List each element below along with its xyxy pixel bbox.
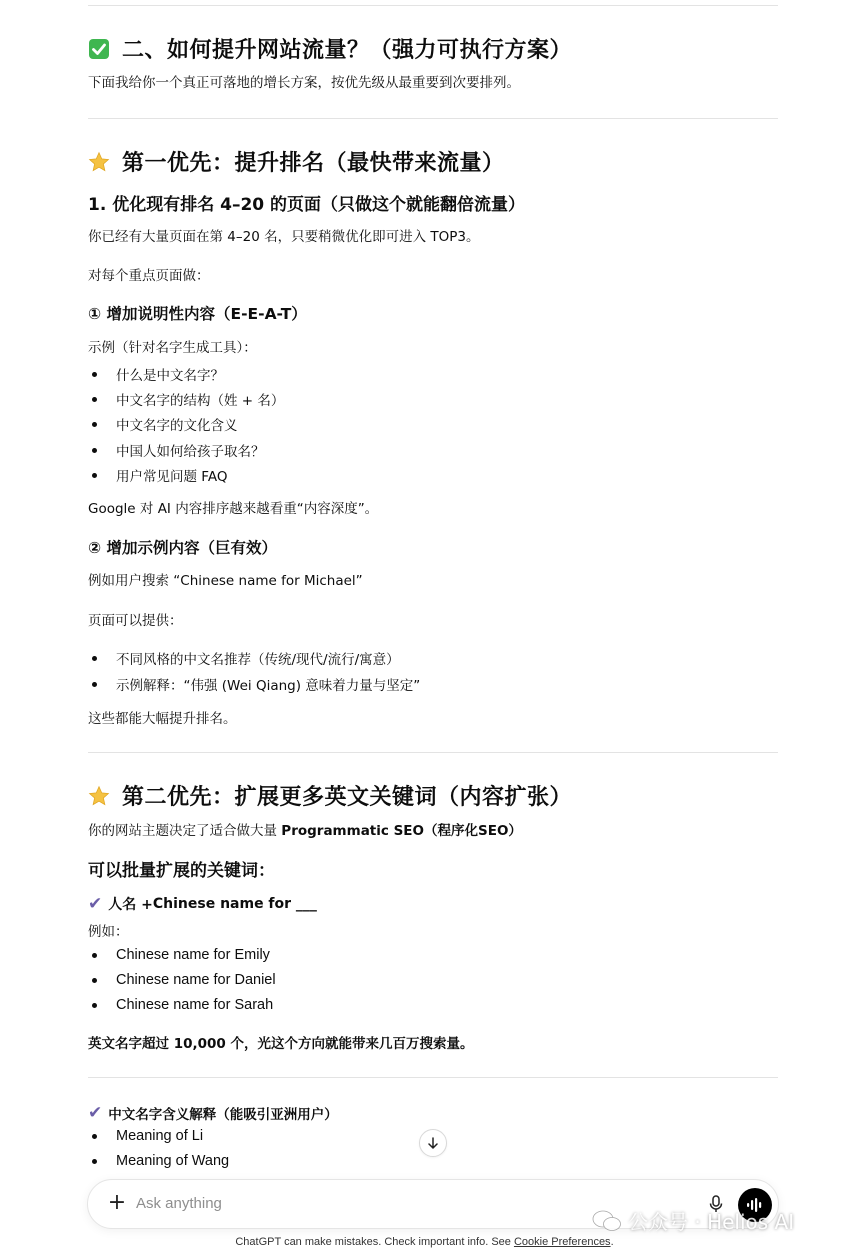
disclaimer: ChatGPT can make mistakes. Check important info. See Cookie Preferences. bbox=[235, 1236, 614, 1248]
list-item: 不同风格的中文名推荐（传统/现代/流行/寓意） bbox=[92, 648, 400, 668]
list-item: 用户常见问题 FAQ bbox=[92, 465, 227, 485]
paragraph: 页面可以提供： bbox=[88, 613, 183, 629]
wechat-icon bbox=[592, 1209, 622, 1233]
check-mark-button-icon bbox=[88, 38, 110, 60]
paragraph: 这些都能大幅提升排名。 bbox=[88, 711, 237, 727]
list-item: 什么是中文名字？ bbox=[92, 364, 224, 384]
list-item: Chinese name for Emily bbox=[92, 947, 270, 963]
check-icon: ✔ bbox=[88, 894, 103, 914]
priority-title: 第一优先：提升排名（最快带来流量） bbox=[122, 151, 505, 176]
list-item: Chinese name for Sarah bbox=[92, 997, 273, 1013]
list-item: 中国人如何给孩子取名？ bbox=[92, 440, 265, 460]
list-item: 中文名字的文化含义 bbox=[92, 414, 238, 434]
priority-heading bbox=[88, 146, 505, 177]
list-item: 中文名字的结构（姓 + 名） bbox=[92, 389, 284, 409]
pattern-title: ✔ 中文名字含义解释（能吸引亚洲用户） bbox=[88, 1103, 338, 1123]
prompt-input[interactable]: Ask anything bbox=[136, 1195, 222, 1212]
paragraph: 你的网站主题决定了适合做大量 Programmatic SEO（程序化SEO） bbox=[88, 823, 522, 839]
watermark: 公众号 · Helios AI bbox=[592, 1206, 794, 1235]
paragraph: 英文名字超过 10,000 个，光这个方向就能带来几百万搜索量。 bbox=[88, 1036, 474, 1052]
scroll-down-button[interactable] bbox=[419, 1129, 447, 1157]
section-heading bbox=[88, 33, 572, 64]
section-intro: 下面我给你一个真正可落地的增长方案，按优先级从最重要到次要排列。 bbox=[88, 75, 520, 91]
star-icon bbox=[88, 785, 110, 807]
item-title: ① 增加说明性内容（E-E-A-T） bbox=[88, 305, 307, 323]
paragraph: 你已经有大量页面在第 4–20 名，只要稍微优化即可进入 TOP3。 bbox=[88, 229, 480, 245]
list-item: Chinese name for Daniel bbox=[92, 972, 276, 988]
star-icon bbox=[88, 151, 110, 173]
divider bbox=[88, 752, 778, 753]
paragraph: Google 对 AI 内容排序越来越看重“内容深度”。 bbox=[88, 501, 379, 517]
divider bbox=[88, 1077, 778, 1078]
list-item: Meaning of Wang bbox=[92, 1153, 229, 1169]
paragraph: 对每个重点页面做： bbox=[88, 268, 210, 284]
section-title: 二、如何提升网站流量？（强力可执行方案） bbox=[122, 38, 573, 63]
paragraph: 示例（针对名字生成工具）： bbox=[88, 340, 257, 356]
paragraph: 例如： bbox=[88, 924, 129, 940]
keyword-heading: 可以批量扩展的关键词： bbox=[88, 861, 275, 881]
priority-title: 第二优先：扩展更多英文关键词（内容扩张） bbox=[122, 785, 573, 810]
pattern-title: ✔ 人名 + Chinese name for ___ bbox=[88, 894, 317, 914]
divider bbox=[88, 5, 778, 6]
cookie-preferences-link[interactable]: Cookie Preferences bbox=[513, 1236, 611, 1248]
divider bbox=[88, 118, 778, 119]
check-icon: ✔ bbox=[88, 1103, 103, 1123]
arrow-down-icon bbox=[426, 1136, 440, 1150]
list-item: Meaning of Li bbox=[92, 1128, 203, 1144]
item-title: ② 增加示例内容（巨有效） bbox=[88, 539, 278, 557]
subsection-title: 1. 优化现有排名 4–20 的页面（只做这个就能翻倍流量） bbox=[88, 195, 526, 215]
priority-heading bbox=[88, 780, 572, 811]
list-item: 示例解释：“伟强 (Wei Qiang) 意味着力量与坚定” bbox=[92, 674, 420, 694]
paragraph: 例如用户搜索 “Chinese name for Michael” bbox=[88, 573, 363, 589]
plus-icon[interactable]: + bbox=[107, 1190, 127, 1215]
